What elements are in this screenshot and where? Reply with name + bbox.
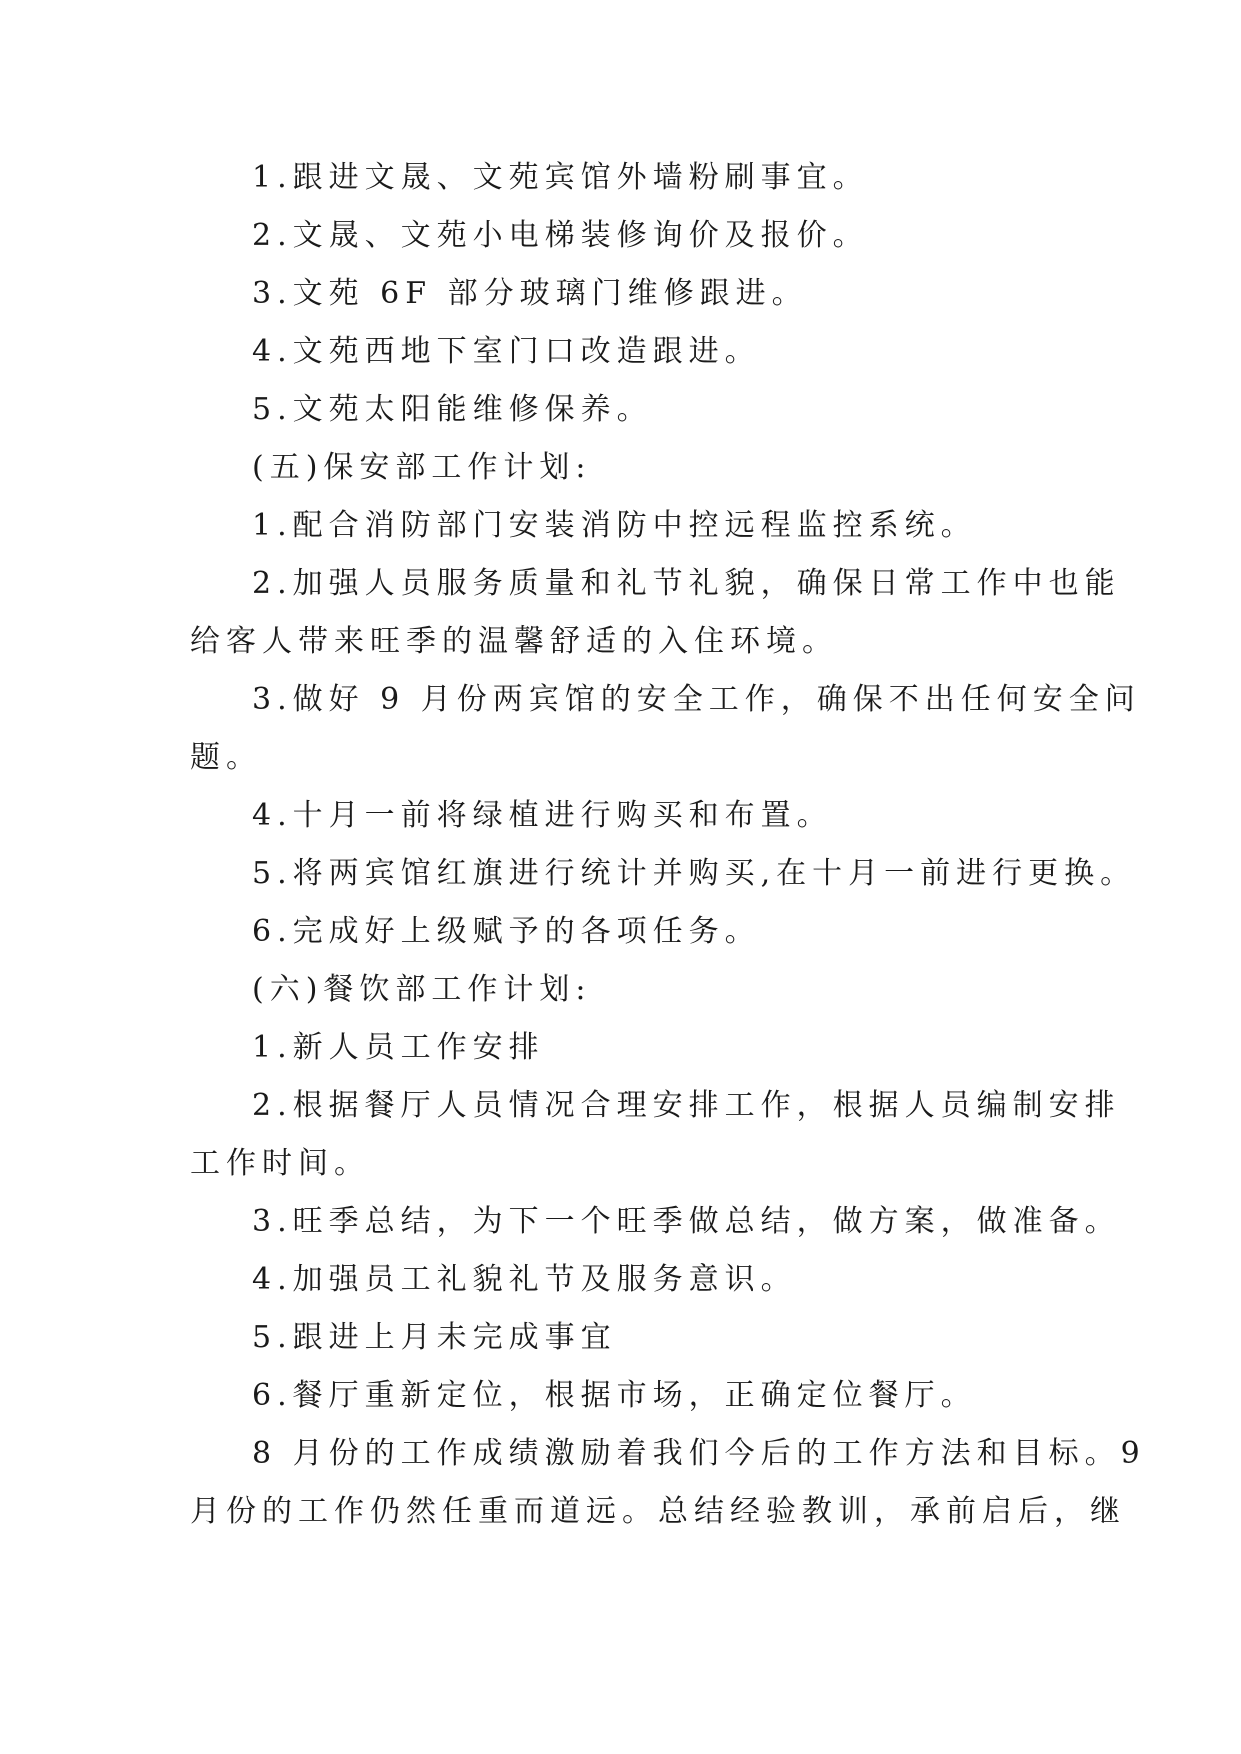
text-line: 3.做好 9 月份两宾馆的安全工作，确保不出任何安全问: [252, 682, 1141, 717]
text-line: 8 月份的工作成绩激励着我们今后的工作方法和目标。9: [252, 1436, 1146, 1471]
text-line: 3.文苑 6F 部分玻璃门维修跟进。: [252, 276, 808, 311]
text-line: 1.跟进文晟、文苑宾馆外墙粉刷事宜。: [252, 160, 869, 195]
text-line: 工作时间。: [190, 1146, 370, 1181]
section-heading: (六)餐饮部工作计划:: [252, 972, 592, 1007]
text-line: 6.餐厅重新定位，根据市场，正确定位餐厅。: [252, 1378, 977, 1413]
text-line: 2.根据餐厅人员情况合理安排工作，根据人员编制安排: [252, 1088, 1121, 1123]
text-line: 题。: [190, 740, 262, 775]
text-line: 4.十月一前将绿植进行购买和布置。: [252, 798, 833, 833]
text-line: 3.旺季总结，为下一个旺季做总结，做方案，做准备。: [252, 1204, 1121, 1239]
text-line: 5.跟进上月未完成事宜: [252, 1320, 617, 1355]
text-line: 4.文苑西地下室门口改造跟进。: [252, 334, 761, 369]
text-line: 6.完成好上级赋予的各项任务。: [252, 914, 761, 949]
text-line: 1.配合消防部门安装消防中控远程监控系统。: [252, 508, 977, 543]
text-line: 5.将两宾馆红旗进行统计并购买,在十月一前进行更换。: [252, 856, 1137, 891]
text-line: 2.文晟、文苑小电梯装修询价及报价。: [252, 218, 869, 253]
text-line: 月份的工作仍然任重而道远。总结经验教训，承前启后，继: [190, 1494, 1126, 1529]
text-line: 1.新人员工作安排: [252, 1030, 545, 1065]
section-heading: (五)保安部工作计划:: [252, 450, 592, 485]
text-line: 给客人带来旺季的温馨舒适的入住环境。: [190, 624, 838, 659]
text-line: 5.文苑太阳能维修保养。: [252, 392, 653, 427]
text-line: 2.加强人员服务质量和礼节礼貌，确保日常工作中也能: [252, 566, 1121, 601]
text-line: 4.加强员工礼貌礼节及服务意识。: [252, 1262, 797, 1297]
